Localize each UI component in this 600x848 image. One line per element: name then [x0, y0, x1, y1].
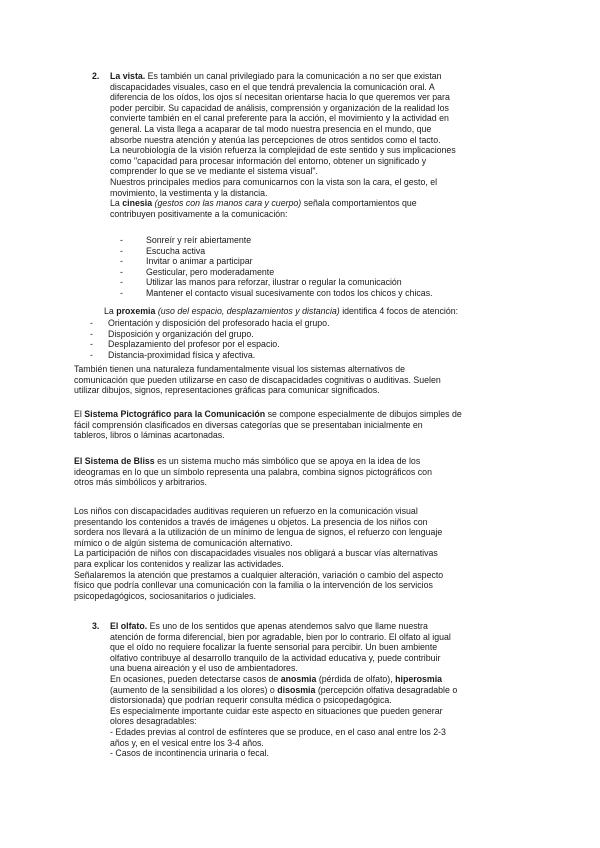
list-item: - Disposición y organización del grupo. [108, 329, 528, 340]
list-item: - Utilizar las manos para reforzar, ilustrar o regular la comunicación [146, 277, 526, 288]
list-item: - Distancia-proximidad física y afectiva. [108, 350, 528, 361]
list-item: - Gesticular, pero moderadamente [146, 267, 526, 278]
section-3-title: El olfato. [110, 621, 148, 631]
anosmia-term: anosmia [280, 673, 317, 684]
proxemia-term: proxemia [116, 306, 156, 316]
bliss-term: El Sistema de Bliss [74, 456, 155, 466]
proxemia-list [108, 318, 528, 360]
kinesia-line: La cinesia (gestos con las manos cara y cuerpo) señala comportamientos que [110, 198, 417, 209]
section-2-number: 2. [92, 71, 100, 81]
hiperosmia-term: hiperosmia [395, 673, 443, 684]
paragraph-children: Los niños con discapacidades auditivas requieren un refuerzo en la comunicación visual presentando los contenidos a través de imágenes u objetos. La presencia de los niños con sordera nos llevará a la utilización de un mínimo de lengua de signos, el refuerzo con lenguaje mímico o de algún sistema de comunicación alternativo. La participación de niños con discapacidades visuales nos obligará a buscar vías alternativas para explicar los contenidos y realizar las actividades. Señalaremos la atención que prestamos a cualquier alteración, variación o cambio del aspecto físico que podría conllevar una comunicación con la familia o la intervención de los servicios psicopedagógicos, sociosanitarios o judiciales. [74, 506, 444, 601]
paragraph-spc: El Sistema Pictográfico para la Comunicación se compone especialmente de dibujos simples de fácil comprensión clasificados en diversas categorías que se presentaban inicialmente en tableros, libros o láminas acartonadas. [74, 409, 462, 441]
list-item: - Escucha activa [146, 246, 526, 257]
section-2-first-line: La vista. Es también un canal privilegiado para la comunicación a no ser que existan [110, 71, 442, 81]
list-item: - Sonreír y reír abiertamente [146, 235, 526, 246]
section-3-body: El olfato. Es uno de los sentidos que apenas atendemos salvo que llame nuestra atención de forma diferencial, bien por agradable, bien por lo contrario. El olfato al igual que el oído no requiere focalizar la fuente sensorial para percibir. Un buen ambiente olfativo contribuye al desarrollo tranquilo de la actividad educativa y, puede contribuir una buena aireación y el uso de ambientadores. En ocasiones, pueden detectarse casos de anosmia (pérdida de olfato), hiperosmia (aumento de la sensibilidad a los olores) o disosmia (percepción olfativa desagradable o distorsionada) que podrían requerir consulta médica o psicopedagógica. Es especialmente importante cuidar este aspecto en situaciones que pueden generar olores desagradables: - Edades previas al control de esfínteres que se produce, en el caso anal entre los 2-3 años y, en el vesical entre los 3-4 años. - Casos de incontinencia urinaria o fecal. [110, 621, 540, 759]
section-3-number: 3. [92, 621, 100, 631]
section-2-body: La vista. Es también un canal privilegiado para la comunicación a no ser que existan discapacidades visuales, caso en el que tendrá prevalencia la comunicación oral. A diferencia de los oídos, los ojos sí necesitan orientarse hacia lo que queremos ver para poder percibir. Su capacidad de análisis, comprensión y organización de la realidad los convierte también en el canal preferente para la acción, el movimiento y la actividad en general. La vista llega a acaparar de tal modo nuestra presencia en el mundo, que absorbe nuestra atención y atenúa las percepciones de otros sentidos como el tacto. La neurobiología de la visión refuerza la complejidad de este sentido y sus implicaciones como "capacidad para procesar información del entorno, obtener un significado y comprender lo que se ve mediante el sistema visual". Nuestros principales medios para comunicarnos con la vista son la cara, el gesto, el movimiento, la vestimenta y la distancia. La cinesia (gestos con las manos cara y cuerpo) señala comportamientos que contribuyen positivamente a la comunicación: [110, 71, 530, 219]
proxemia-line: La proxemia (uso del espacio, desplazamientos y distancia) identifica 4 focos de atención: [104, 306, 459, 316]
paragraph-bliss: El Sistema de Bliss es un sistema mucho más simbólico que se apoya en la idea de los ideogramas en lo que un símbolo representa una palabra, combina signos pictográficos con otros más simbólicos y arbitrarios. [74, 456, 432, 488]
kinesia-term: cinesia [122, 198, 153, 209]
list-item: - Mantener el contacto visual sucesivamente con todos los chicos y chicas. [146, 288, 526, 299]
kinesia-list [146, 235, 526, 299]
paragraph-alternative-systems: También tienen una naturaleza fundamentalmente visual los sistemas alternativos de comunicación que pueden utilizarse en caso de discapacidades cognitivas o auditivas. Suelen utilizar dibujos, signos, representaciones gráficas para comunicar significados. [74, 364, 441, 396]
section-2-title: La vista. [110, 71, 146, 81]
list-item: - Orientación y disposición del profesorado hacia el grupo. [108, 318, 528, 329]
spc-term: Sistema Pictográfico para la Comunicación [84, 409, 266, 419]
list-item: - Desplazamiento del profesor por el espacio. [108, 339, 528, 350]
disosmia-term: disosmia [277, 684, 316, 695]
list-item: - Invitar o animar a participar [146, 256, 526, 267]
section-3-first-line: El olfato. Es uno de los sentidos que apenas atendemos salvo que llame nuestra [110, 621, 428, 631]
